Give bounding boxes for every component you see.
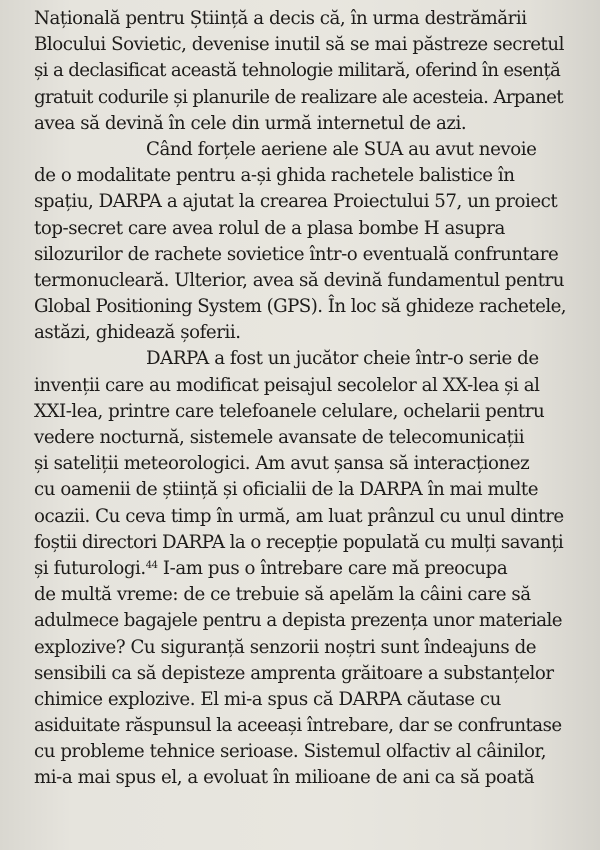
text-line-with-footnote bbox=[34, 556, 566, 582]
text-line: și sateliții meteorologici. Am avut șansa să interacționez bbox=[34, 453, 530, 475]
text-line: explozive? Cu siguranță senzorii noștri sunt îndeajuns de bbox=[34, 636, 537, 658]
text-line: silozurilor de rachete sovietice într-o eventuală confruntare bbox=[34, 243, 559, 265]
text-line: astăzi, ghidează șoferii. bbox=[34, 322, 241, 344]
text-line: gratuit codurile și planurile de realizare ale acesteia. Arpanet bbox=[34, 86, 563, 108]
text-line: foștii directori DARPA la o recepție populată cu mulți savanți bbox=[34, 531, 564, 553]
footnote-marker: 44 bbox=[145, 559, 158, 571]
text-line: de multă vreme: de ce trebuie să apelăm la câini care să bbox=[34, 584, 531, 606]
text-line: adulmece bagajele pentru a depista prezența unor materiale bbox=[34, 610, 563, 632]
text-line: și a declasificat această tehnologie militară, oferind în esență bbox=[34, 60, 561, 82]
text-line: cu oamenii de știință și oficialii de la DARPA în mai multe bbox=[34, 479, 539, 501]
text-line: termonucleară. Ulterior, avea să devină fundamentul pentru bbox=[34, 269, 565, 291]
text-line: spațiu, DARPA a ajutat la crearea Proiectului 57, un proiect bbox=[34, 191, 558, 213]
text-line: cu probleme tehnice serioase. Sistemul olfactiv al câinilor, bbox=[34, 741, 547, 763]
text-line: vedere nocturnă, sistemele avansate de telecomunicații bbox=[34, 427, 525, 448]
body-text bbox=[34, 6, 566, 792]
text-line: mi-a mai spus el, a evoluat în milioane de ani ca să poată bbox=[34, 767, 535, 789]
text-line: de o modalitate pentru a-și ghida rachetele balistice în bbox=[34, 165, 515, 187]
text-segment: și futurologi. bbox=[34, 557, 146, 579]
text-line: top-secret care avea rolul de a plasa bombe H asupra bbox=[34, 217, 505, 239]
paragraph-start-line: Când forțele aeriene ale SUA au avut nevoie bbox=[146, 138, 537, 160]
text-line: Blocului Sovietic, devenise inutil să se mai păstreze secretul bbox=[34, 34, 565, 56]
text-line: avea să devină în cele din urmă internetul de azi. bbox=[34, 112, 467, 134]
text-line: chimice explozive. El mi-a spus că DARPA căutase cu bbox=[34, 688, 501, 710]
text-line: invenții care au modificat peisajul secolelor al XX-lea și al bbox=[34, 374, 540, 396]
text-line: Națională pentru Știință a decis că, în urma destrămării bbox=[34, 8, 527, 29]
text-segment: I-am pus o întrebare care mă preocupa bbox=[157, 557, 508, 579]
text-line: Global Positioning System (GPS). În loc să ghideze rachetele, bbox=[34, 296, 567, 318]
text-line: ocazii. Cu ceva timp în urmă, am luat prânzul cu unul dintre bbox=[34, 505, 564, 527]
text-line: XXI-lea, printre care telefoanele celulare, ochelarii pentru bbox=[34, 400, 545, 422]
paragraph-start-line: DARPA a fost un jucător cheie într-o serie de bbox=[146, 348, 539, 370]
text-line: asiduitate răspunsul la aceeași întrebare, dar se confruntase bbox=[34, 715, 562, 737]
text-line: sensibili ca să depisteze amprenta grăitoare a substanțelor bbox=[34, 662, 554, 684]
